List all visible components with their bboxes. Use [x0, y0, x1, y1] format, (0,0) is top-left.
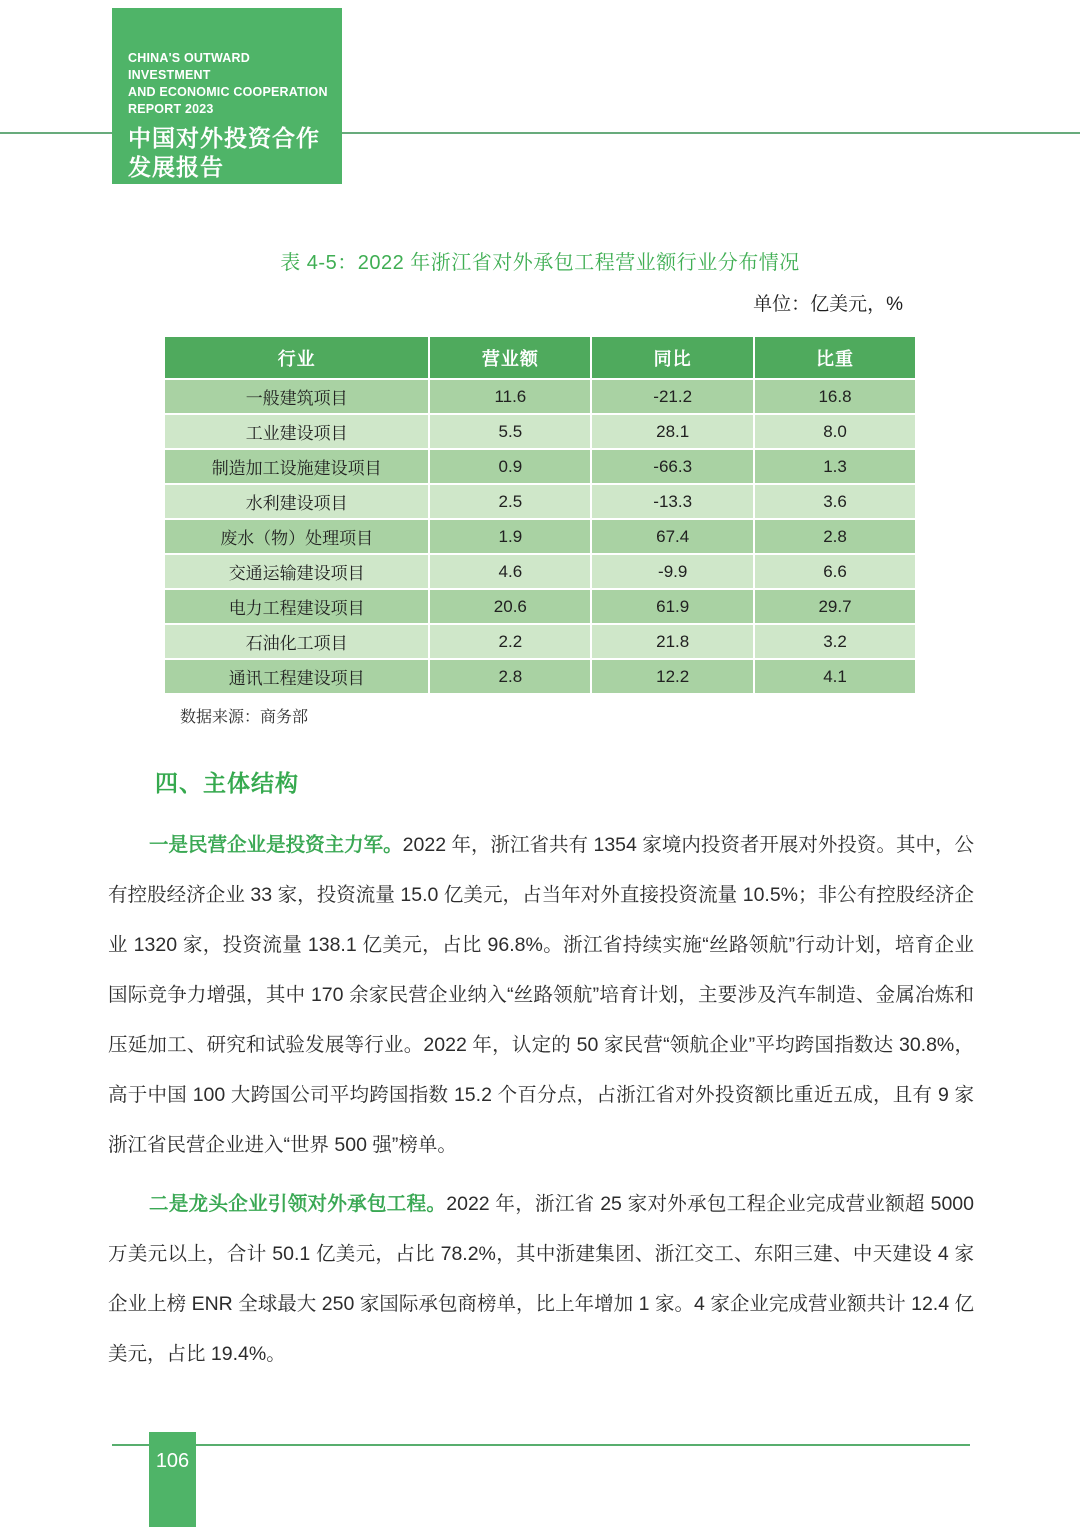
table-row	[165, 555, 915, 588]
report-logo-block	[112, 8, 342, 213]
column-header-share: 比重	[755, 337, 915, 378]
cell-share: 8.0	[755, 415, 915, 448]
page-number: 106	[155, 1450, 190, 1472]
paragraph-lead: 二是龙头企业引领对外承包工程。	[149, 1193, 447, 1215]
footer-divider-line	[112, 1444, 970, 1446]
report-title-chinese	[128, 124, 330, 182]
table-unit-note: 单位：亿美元，%	[753, 294, 903, 315]
cell-industry: 工业建设项目	[165, 415, 428, 448]
cell-yoy: 21.8	[592, 625, 753, 658]
table-title: 表 4-5：2022 年浙江省对外承包工程营业额行业分布情况	[280, 252, 800, 274]
body-text-block	[108, 820, 974, 1379]
cell-industry: 通讯工程建设项目	[165, 660, 428, 693]
table-row	[165, 485, 915, 518]
cell-industry: 一般建筑项目	[165, 380, 428, 413]
cell-revenue: 2.2	[430, 625, 590, 658]
cell-revenue: 0.9	[430, 450, 590, 483]
cell-share: 3.6	[755, 485, 915, 518]
table-header-row	[165, 337, 915, 378]
paragraph-lead: 一是民营企业是投资主力军。	[149, 834, 403, 856]
report-title-chinese-line2: 发展报告	[128, 154, 224, 180]
table-row	[165, 415, 915, 448]
cell-revenue: 2.5	[430, 485, 590, 518]
table-row	[165, 380, 915, 413]
cell-industry: 废水（物）处理项目	[165, 520, 428, 553]
paragraph-private-enterprises	[108, 820, 974, 1170]
report-title-english-line1: CHINA'S OUTWARD INVESTMENT	[128, 51, 250, 82]
cell-share: 3.2	[755, 625, 915, 658]
cell-yoy: 67.4	[592, 520, 753, 553]
cell-industry: 水利建设项目	[165, 485, 428, 518]
cell-industry: 制造加工设施建设项目	[165, 450, 428, 483]
cell-yoy: -13.3	[592, 485, 753, 518]
cell-yoy: 12.2	[592, 660, 753, 693]
report-title-english-line3: REPORT 2023	[128, 102, 214, 116]
cell-yoy: -9.9	[592, 555, 753, 588]
cell-share: 1.3	[755, 450, 915, 483]
report-title-chinese-line1: 中国对外投资合作	[128, 125, 320, 151]
cell-yoy: -21.2	[592, 380, 753, 413]
cell-revenue: 1.9	[430, 520, 590, 553]
cell-share: 16.8	[755, 380, 915, 413]
column-header-yoy: 同比	[592, 337, 753, 378]
cell-yoy: 28.1	[592, 415, 753, 448]
cell-revenue: 5.5	[430, 415, 590, 448]
cell-share: 29.7	[755, 590, 915, 623]
cell-share: 6.6	[755, 555, 915, 588]
cell-revenue: 4.6	[430, 555, 590, 588]
table-row	[165, 660, 915, 693]
data-source-note: 数据来源：商务部	[180, 709, 309, 726]
paragraph-text: 2022 年，浙江省共有 1354 家境内投资者开展对外投资。其中，公有控股经济企业 33 家，投资流量 15.0 亿美元，占当年对外直接投资流量 10.5%；非公有控股经济企业 1320 家，投资流量 138.1 亿美元，占比 96.8%。浙江省持续实施“丝路领航”行动计划，培育企业国际竞争力增强，其中 170 余家民营企业纳入“丝路领航”培育计划，主要涉及汽车制造、金属冶炼和压延加工、研究和试验发展等行业。2022 年，认定的 50 家民营“领航企业”平均跨国指数达 30.8%，高于中国 100 大跨国公司平均跨国指数 15.2 个百分点，占浙江省对外投资额比重近五成，且有 9 家浙江省民营企业进入“世界 500 强”榜单。	[108, 834, 974, 1156]
cell-yoy: -66.3	[592, 450, 753, 483]
report-title-english-line2: AND ECONOMIC COOPERATION	[128, 85, 328, 99]
table-row	[165, 520, 915, 553]
cell-industry: 电力工程建设项目	[165, 590, 428, 623]
cell-share: 2.8	[755, 520, 915, 553]
paragraph-text: 2022 年，浙江省 25 家对外承包工程企业完成营业额超 5000 万美元以上，合计 50.1 亿美元，占比 78.2%，其中浙建集团、浙江交工、东阳三建、中天建设 4 家企业上榜 ENR 全球最大 250 家国际承包商榜单，比上年增加 1 家。4 家企业完成营业额共计 12.4 亿美元，占比 19.4%。	[108, 1193, 974, 1365]
page-number-badge	[149, 1432, 196, 1527]
cell-share: 4.1	[755, 660, 915, 693]
table-row	[165, 590, 915, 623]
cell-revenue: 2.8	[430, 660, 590, 693]
paragraph-leading-contractors	[108, 1179, 974, 1379]
cell-yoy: 61.9	[592, 590, 753, 623]
table-row	[165, 450, 915, 483]
report-year: 2023	[128, 182, 212, 213]
column-header-industry: 行业	[165, 337, 428, 378]
column-header-revenue: 营业额	[430, 337, 590, 378]
cell-revenue: 11.6	[430, 380, 590, 413]
industry-distribution-table	[163, 335, 917, 695]
table-row	[165, 625, 915, 658]
section-heading: 四、主体结构	[155, 770, 299, 796]
cell-revenue: 20.6	[430, 590, 590, 623]
report-title-english	[128, 50, 330, 118]
cell-industry: 交通运输建设项目	[165, 555, 428, 588]
cell-industry: 石油化工项目	[165, 625, 428, 658]
